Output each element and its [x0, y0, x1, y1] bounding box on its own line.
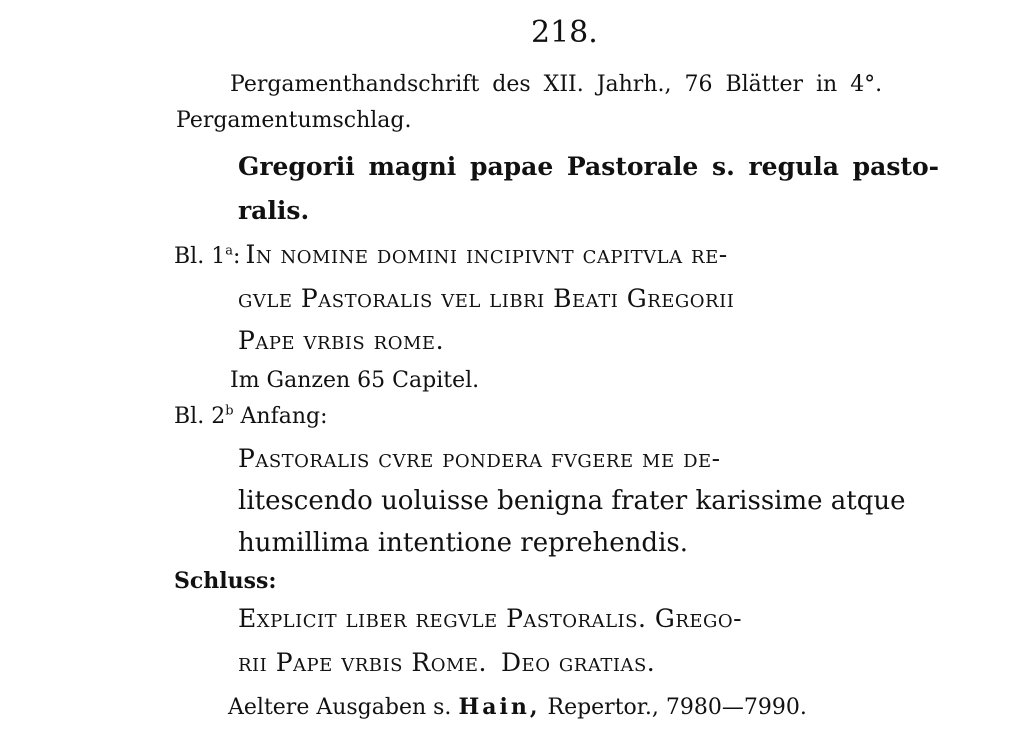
anfang-label: Anfang: — [233, 404, 328, 429]
work-title-line-1: Gregorii magni papae Pastorale s. regula pasto- — [238, 152, 939, 181]
anfang-ref-sup: b — [225, 403, 234, 419]
explicit-line-2 — [238, 650, 655, 675]
binding-description: Pergamentumschlag. — [176, 108, 412, 133]
explicit-line-1: Explicit liber regvle Pastoralis. Grego- — [238, 604, 743, 633]
incipit-line-3: Pape vrbis rome. — [238, 326, 445, 355]
folio-ref-colon: : — [232, 244, 241, 269]
anfang-ref-text: Bl. 2 — [174, 404, 226, 429]
work-title-line-2: ralis. — [238, 196, 310, 225]
folio-ref-sup: a — [225, 243, 233, 259]
folio-reference — [174, 244, 240, 269]
explicit-text: rii Pape vrbis Rome. — [238, 648, 488, 677]
page-number: 218. — [531, 15, 598, 50]
manuscript-description: Pergamenthandschrift des XII. Jahrh., 76 Blätter in 4°. — [230, 72, 883, 97]
editions-note — [228, 696, 807, 719]
anfang-reference — [174, 403, 328, 429]
opening-text-line-2: litescendo uoluisse benigna frater karissime atque — [238, 486, 906, 516]
schluss-label: Schluss: — [174, 568, 277, 594]
incipit-line-1 — [174, 242, 728, 268]
editions-author: Hain, — [458, 694, 541, 720]
editions-prefix: Aeltere Ausgaben s. — [228, 695, 452, 720]
opening-text-line-1: Pastoralis cvre pondera fvgere me de- — [238, 444, 721, 473]
incipit-line-2: gvle Pastoralis vel libri Beati Gregorii — [238, 284, 735, 313]
chapter-count: Im Ganzen 65 Capitel. — [230, 368, 480, 393]
deo-gratias: Deo gratias. — [501, 648, 656, 677]
folio-ref-text: Bl. 1 — [174, 244, 226, 269]
incipit-text: In nomine domini incipivnt capitvla re- — [245, 240, 728, 269]
editions-reference: Repertor., 7980—7990. — [547, 695, 807, 720]
opening-text-line-3: humillima intentione reprehendis. — [238, 528, 688, 558]
